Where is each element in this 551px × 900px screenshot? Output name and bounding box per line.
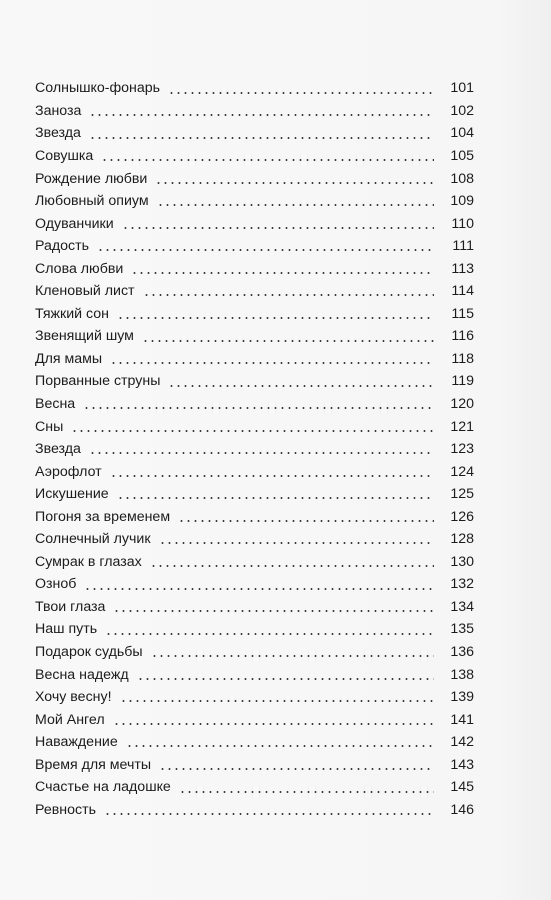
toc-entry: [35, 457, 474, 480]
toc-entry-title: Сумрак в глазах: [35, 553, 142, 570]
toc-entry-title: Порванные струны: [35, 373, 161, 390]
toc-entry-title: Счастье на ладошке: [35, 779, 171, 796]
toc-entry-title: Слова любви: [35, 260, 124, 277]
dot-leader: [150, 565, 434, 567]
toc-entry: [35, 277, 474, 300]
dot-leader: [179, 791, 434, 793]
toc-entry: [35, 593, 474, 616]
dot-leader: [113, 723, 434, 725]
dot-leader: [142, 340, 434, 342]
toc-entry: [35, 390, 474, 413]
toc-entry-page-number: 142: [450, 734, 474, 751]
toc-entry-title: Рождение любви: [35, 170, 148, 187]
toc-entry: [35, 97, 474, 120]
toc-entry-title: Ревность: [35, 801, 96, 818]
toc-entry-page-number: 132: [450, 576, 474, 593]
dot-leader: [113, 610, 434, 612]
toc-entry: [35, 367, 474, 390]
toc-entry-title: Одуванчики: [35, 215, 114, 232]
dot-leader: [178, 520, 434, 522]
toc-entry-title: Весна: [35, 396, 76, 412]
toc-entry: [35, 570, 474, 593]
toc-entry: [35, 435, 474, 458]
toc-entry: [35, 412, 474, 435]
toc-entry-page-number: 114: [451, 283, 474, 300]
toc-entry: [35, 209, 474, 232]
toc-entry-title: Совушка: [35, 147, 94, 164]
toc-entry-title: Хочу весну!: [35, 689, 112, 706]
toc-entry: [35, 299, 474, 322]
toc-entry: [35, 705, 474, 728]
dot-leader: [120, 700, 434, 702]
toc-entry: [35, 502, 474, 525]
toc-entry-title: Звезда: [35, 441, 81, 458]
dot-leader: [137, 678, 434, 680]
dot-leader: [126, 745, 434, 747]
toc-entry-title: Заноза: [35, 102, 82, 119]
toc-entry: [35, 119, 474, 142]
dot-leader: [117, 317, 434, 319]
toc-entry-page-number: 101: [450, 80, 474, 97]
toc-entry-page-number: 145: [450, 779, 474, 796]
dot-leader: [117, 497, 434, 499]
dot-leader: [151, 655, 434, 657]
toc-entry-title: Сны: [35, 418, 64, 435]
toc-entry-page-number: 102: [450, 102, 474, 119]
toc-entry-title: Кленовый лист: [35, 283, 135, 300]
toc-entry-title: Искушение: [35, 486, 109, 503]
toc-entry-page-number: 116: [451, 328, 474, 345]
toc-entry-page-number: 104: [450, 125, 474, 142]
toc-entry-page-number: 136: [450, 644, 474, 661]
toc-entry-title: Для мамы: [35, 350, 103, 367]
toc-entry-title: Солнышко-фонарь: [35, 80, 161, 97]
toc-entry-page-number: 109: [450, 193, 474, 210]
toc-entry: [35, 683, 474, 706]
dot-leader: [71, 430, 434, 432]
toc-entry-page-number: 135: [450, 621, 474, 638]
toc-entry: [35, 660, 474, 683]
dot-leader: [83, 407, 434, 409]
toc-entry: [35, 74, 474, 97]
toc-entry-page-number: 121: [450, 418, 474, 435]
toc-entry-title: Солнечный лучик: [35, 531, 151, 548]
toc-entry-title: Радость: [35, 238, 90, 255]
toc-entry-title: Звенящий шум: [35, 328, 134, 345]
dot-leader: [143, 294, 434, 296]
toc-entry-title: Подарок судьбы: [35, 644, 143, 661]
dot-leader: [157, 204, 434, 206]
toc-entry: [35, 750, 474, 773]
toc-entry-title: Наваждение: [35, 734, 118, 751]
toc-entry-title: Наш путь: [35, 621, 98, 638]
toc-entry: [35, 796, 474, 819]
toc-entry-title: Звезда: [35, 125, 81, 142]
toc-entry-title: Озноб: [35, 576, 77, 593]
toc-entry-page-number: 124: [450, 463, 474, 480]
toc-entry-title: Аэрофлот: [35, 463, 102, 480]
toc-entry: [35, 547, 474, 570]
toc-entry: [35, 232, 474, 255]
toc-entry-title: Мой Ангел: [35, 711, 105, 728]
dot-leader: [104, 813, 434, 815]
toc-entry-page-number: 120: [450, 396, 474, 412]
toc-entry-title: Время для мечты: [35, 756, 152, 773]
toc-entry-title: Тяжкий сон: [35, 305, 110, 322]
toc-entry: [35, 773, 474, 796]
dot-leader: [97, 249, 434, 251]
dot-leader: [122, 227, 434, 229]
toc-entry-page-number: 141: [450, 711, 474, 728]
toc-entry: [35, 254, 474, 277]
dot-leader: [110, 362, 434, 364]
dot-leader: [155, 182, 434, 184]
toc-entry-page-number: 118: [451, 350, 474, 367]
table-of-contents: [35, 74, 474, 818]
dot-leader: [89, 114, 434, 116]
dot-leader: [131, 272, 434, 274]
toc-entry: [35, 322, 474, 345]
toc-entry: [35, 728, 474, 751]
toc-entry-title: Твои глаза: [35, 598, 106, 615]
dot-leader: [159, 768, 434, 770]
toc-entry-title: Любовный опиум: [35, 193, 149, 210]
toc-entry-page-number: 108: [450, 170, 474, 187]
toc-entry: [35, 164, 474, 187]
dot-leader: [89, 137, 434, 139]
toc-entry-page-number: 146: [450, 801, 474, 818]
toc-entry-page-number: 130: [450, 553, 474, 570]
toc-entry-page-number: 105: [450, 147, 474, 164]
toc-entry-page-number: 119: [451, 373, 474, 390]
toc-entry-page-number: 143: [450, 756, 474, 773]
dot-leader: [168, 92, 434, 94]
dot-leader: [110, 475, 434, 477]
toc-entry: [35, 615, 474, 638]
toc-entry: [35, 345, 474, 368]
toc-entry: [35, 187, 474, 210]
toc-entry-page-number: 138: [450, 666, 474, 683]
dot-leader: [84, 588, 434, 590]
toc-entry-page-number: 113: [451, 260, 474, 277]
dot-leader: [89, 452, 434, 454]
dot-leader: [105, 633, 434, 635]
toc-entry-page-number: 115: [451, 305, 474, 322]
dot-leader: [159, 542, 434, 544]
toc-entry-page-number: 126: [450, 508, 474, 525]
toc-entry: [35, 638, 474, 661]
toc-entry-page-number: 123: [450, 441, 474, 458]
toc-entry-page-number: 134: [450, 598, 474, 615]
toc-entry-page-number: 111: [452, 238, 474, 255]
toc-entry-title: Погоня за временем: [35, 508, 171, 525]
dot-leader: [101, 159, 434, 161]
toc-entry: [35, 525, 474, 548]
toc-entry-page-number: 139: [450, 689, 474, 706]
toc-entry-title: Весна надежд: [35, 666, 129, 683]
toc-entry: [35, 142, 474, 165]
toc-entry: [35, 480, 474, 503]
toc-entry-page-number: 110: [451, 215, 474, 232]
toc-entry-page-number: 125: [450, 486, 474, 503]
toc-entry-page-number: 128: [450, 531, 474, 548]
dot-leader: [168, 385, 434, 387]
